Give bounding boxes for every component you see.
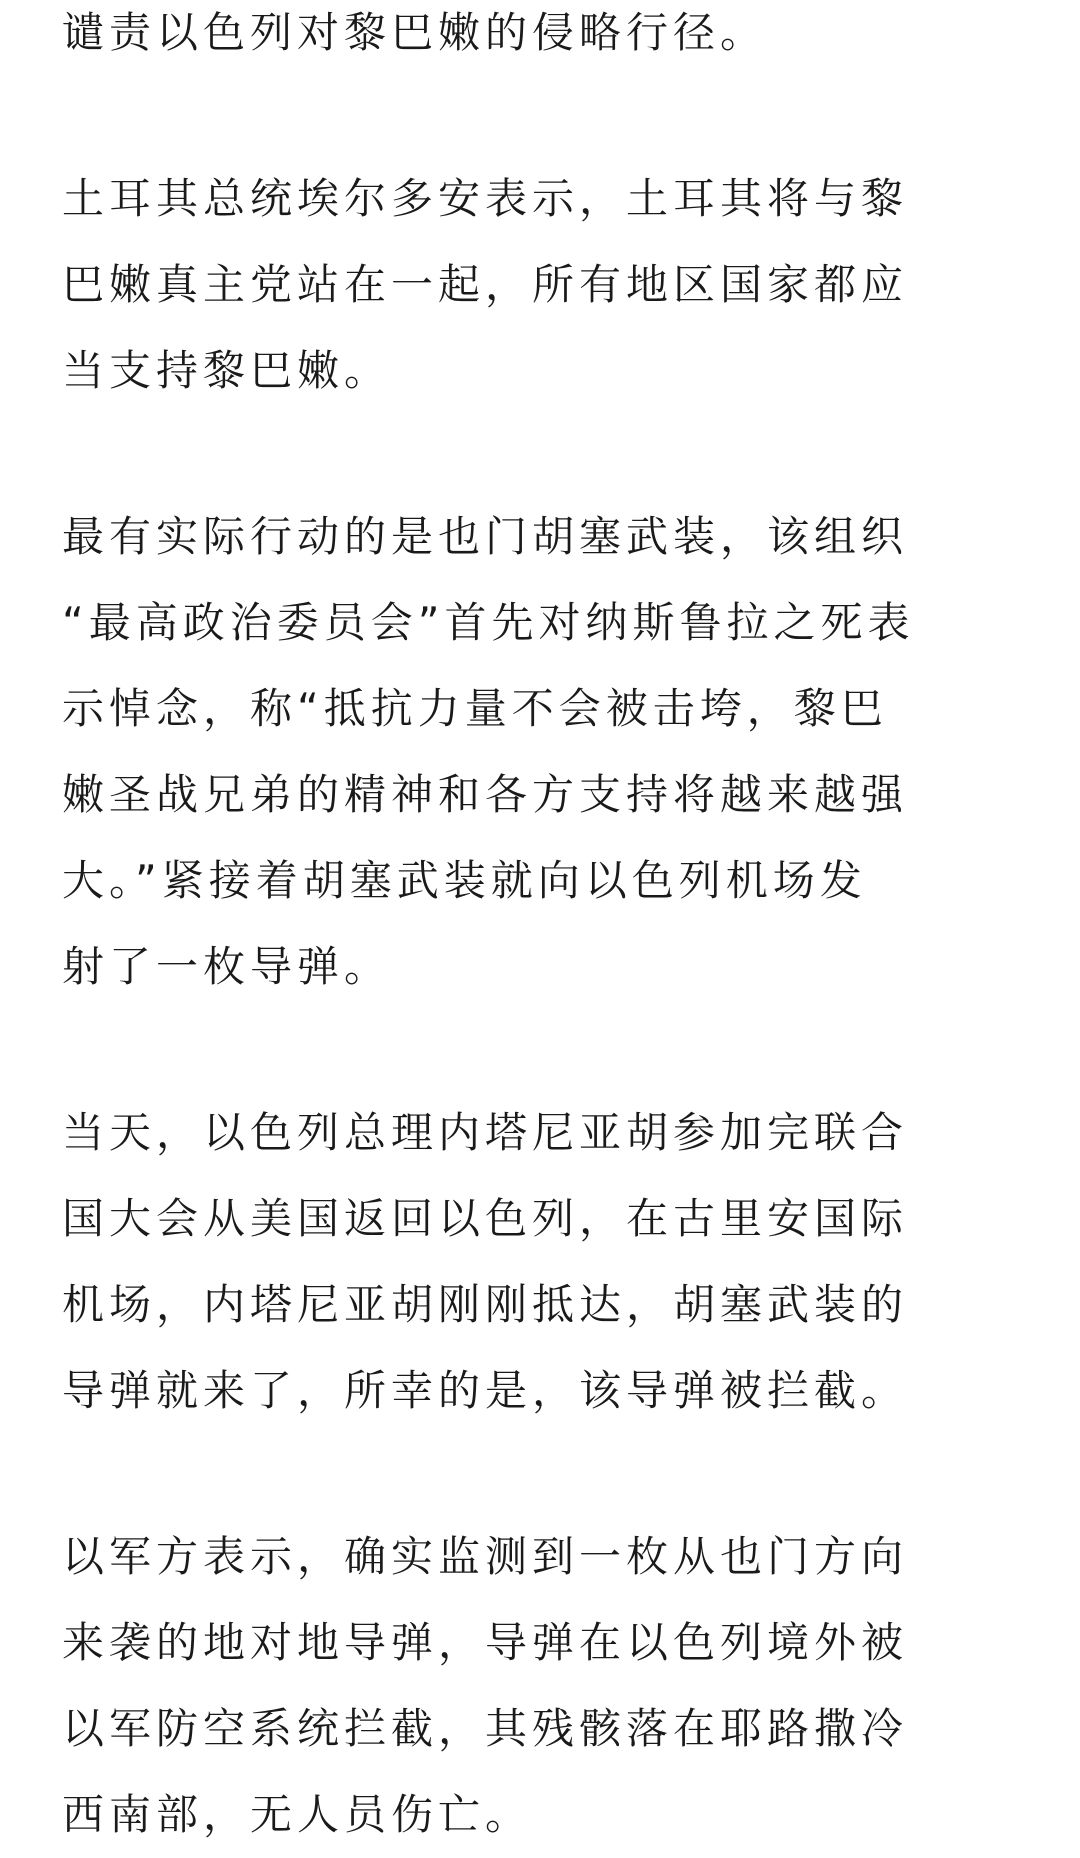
paragraph-4: 当天，以色列总理内塔尼亚胡参加完联合 国大会从美国返回以色列，在古里安国际 机场，内塔尼亚胡刚刚抵达，胡塞武装的 导弹就来了，所幸的是，该导弹被拦截。 [62,1108,909,1415]
paragraph-gap [62,414,1022,494]
article-body [62,0,1022,1858]
paragraph-2: 土耳其总统埃尔多安表示，土耳其将与黎 巴嫩真主党站在一起，所有地区国家都应 当支持黎巴嫩。 [62,174,909,395]
paragraph-gap [62,1010,1022,1090]
paragraph-1: 谴责以色列对黎巴嫩的侵略行径。 [62,8,768,57]
paragraph-gap [62,1434,1022,1514]
paragraph-3: 最有实际行动的是也门胡塞武装，该组织 “最高政治委员会”首先对纳斯鲁拉之死表 示悼念，称“抵抗力量不会被击垮，黎巴 嫩圣战兄弟的精神和各方支持将越来越强 大。”紧接着胡塞武装就向以色列机场发 射了一枚导弹。 [62,512,915,991]
paragraph-5: 以军方表示，确实监测到一枚从也门方向 来袭的地对地导弹，导弹在以色列境外被 以军防空系统拦截，其残骸落在耶路撒冷 西南部，无人员伤亡。 [62,1532,909,1839]
paragraph-gap [62,76,1022,156]
